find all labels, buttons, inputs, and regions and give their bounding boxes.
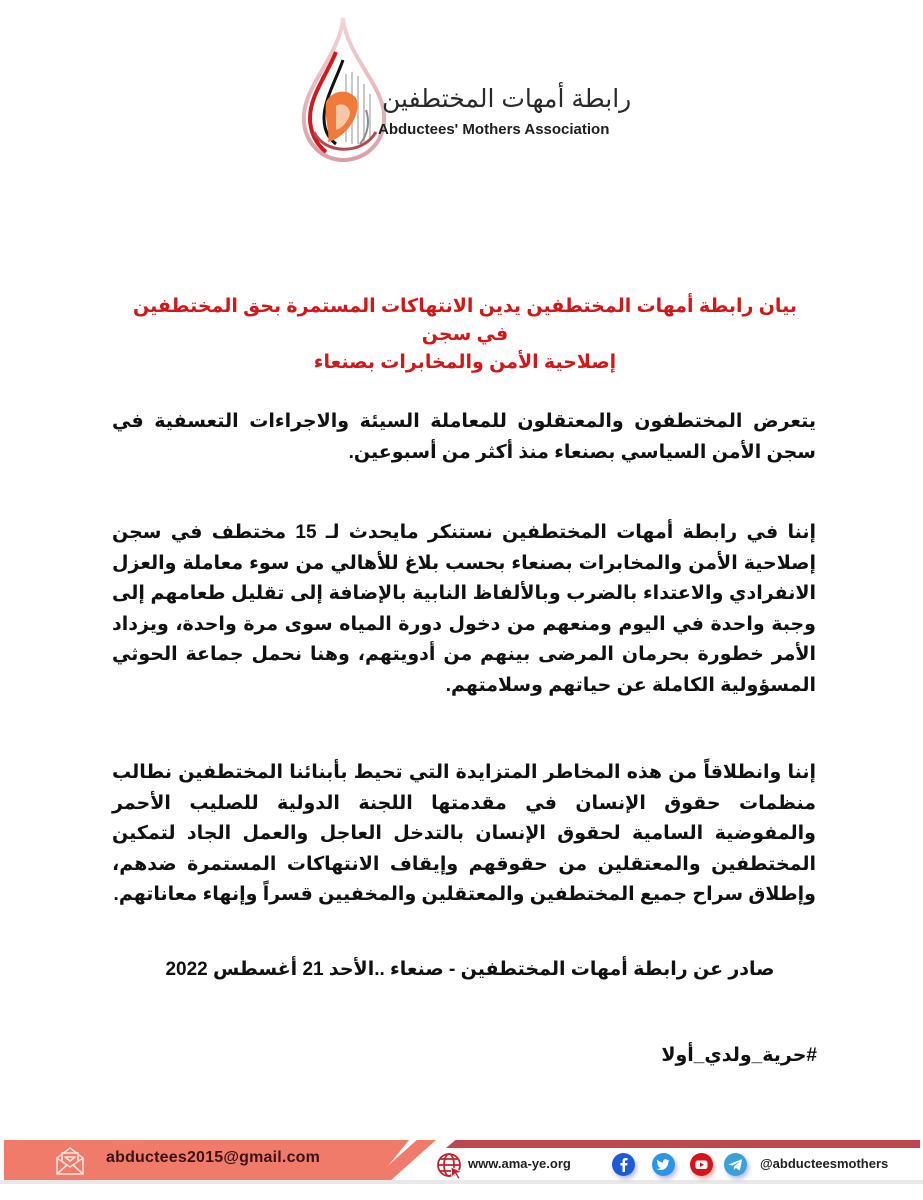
paragraph-3: إننا وانطلاقاً من هذه المخاطر المتزايدة التي تحيط بأبنائنا المختطفين نطالب منظمات حقوق الإنسان في مقدمتها اللجنة الدولية للصليب الأحمر والمفوضية السامية لحقوق الإنسان بالتدخل العاجل والعمل الجاد لتمكين المختطفين والمعتقلين من حقوقهم وإيقاف الانتهاكات المستمرة ضدهم، وإطلاق سراح جميع المختطفين والمعتقلين والمخفيين قسراً وإنهاء معاناتهم.: [112, 762, 816, 905]
organization-logo: [296, 14, 636, 164]
drop-logo-icon: [296, 14, 390, 164]
paragraph-2: إننا في رابطة أمهات المختطفين نستنكر مايحدث لـ 15 مختطف في سجن إصلاحية الأمن والمخابرات بصنعاء بحسب بلاغ للأهالي من سوء معاملة والعزل الانفرادي والاعتداء بالضرب وبالألفاظ النابية بالإضافة إلى تقليل طعامهم إلى وجبة واحدة في اليوم ومنعهم من دخول دورة المياه سوى مرة واحدة، ويزداد الأمر خطورة بحرمان المرضى بينهم من أدويتهم، وهنا نحمل جماعة الحوثي المسؤولية الكاملة عن حياتهم وسلامتهم.: [112, 522, 816, 696]
title-line-1: بيان رابطة أمهات المختطفين يدين الانتهاكات المستمرة بحق المختطفين في سجن: [133, 296, 797, 345]
mail-icon: [54, 1145, 86, 1177]
facebook-icon[interactable]: [612, 1153, 635, 1176]
globe-icon[interactable]: [436, 1152, 464, 1180]
paragraph-1: يتعرض المختطفون والمعتقلون للمعاملة السيئة والاجراءات التعسفية في سجن الأمن السياسي بصنعاء منذ أكثر من أسبوعين.: [112, 411, 816, 463]
footer-social-handle[interactable]: @abducteesmothers: [760, 1156, 889, 1171]
hashtag: #حرية_ولدي_أولا: [661, 1045, 817, 1066]
youtube-icon[interactable]: [690, 1153, 713, 1176]
footer-shadow: [0, 1180, 923, 1184]
statement-title: [120, 293, 810, 377]
footer-bar: [0, 1136, 923, 1200]
org-name-english: Abductees' Mothers Association: [378, 121, 610, 138]
footer-website-link[interactable]: www.ama-ye.org: [468, 1156, 571, 1171]
signature-line: صادر عن رابطة أمهات المختطفين - صنعاء ..الأحد 21 أغسطس 2022: [165, 959, 775, 980]
footer-red-line: [446, 1140, 920, 1148]
org-name-arabic: رابطة أمهات المختطفين: [382, 85, 632, 113]
title-line-2: إصلاحية الأمن والمخابرات بصنعاء: [313, 352, 617, 373]
footer-email[interactable]: abductees2015@gmail.com: [106, 1149, 321, 1166]
telegram-icon[interactable]: [724, 1153, 747, 1176]
twitter-icon[interactable]: [652, 1153, 675, 1176]
